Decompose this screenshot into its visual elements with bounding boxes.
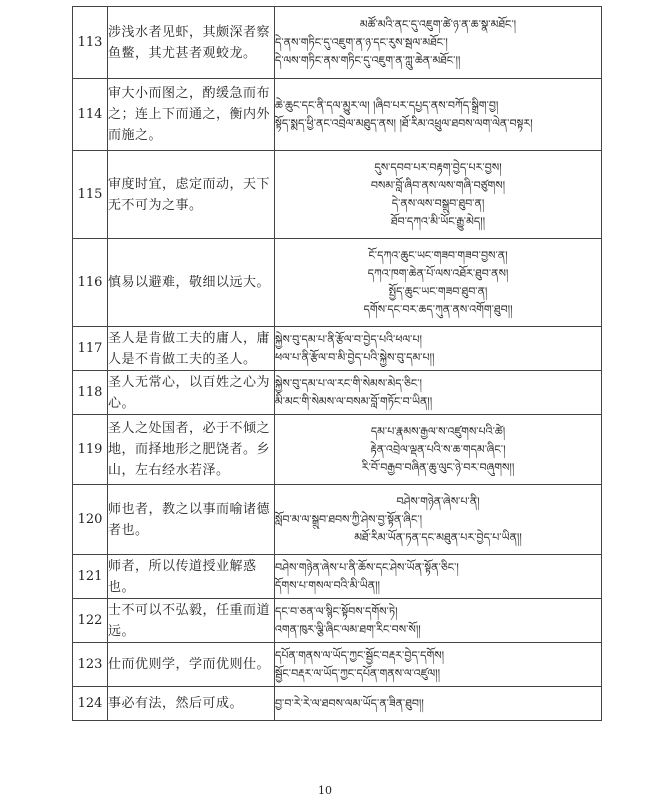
table-row (73, 327, 602, 371)
tibetan-line: མི་མང་གི་སེམས་ལ་བསམ་བློ་གཏོང་བ་ཡིན།། (275, 394, 433, 408)
tibetan-translation (275, 555, 602, 599)
tibetan-translation (275, 371, 602, 415)
chinese-text: 仕而优则学，学而优则仕。 (108, 643, 275, 687)
tibetan-line: བྱ་བ་རེ་རེ་ལ་ཐབས་ལམ་ཡོད་ན་ཟིན་ཐུབ།། (275, 696, 424, 710)
tibetan-translation (275, 415, 602, 485)
table-row (73, 643, 602, 687)
row-number: 113 (73, 7, 108, 79)
tibetan-line: དཔོན་གནས་ལ་ཡོད་ཀྱང་སྦྱོང་བརྡར་བྱེད་དགོས། (275, 648, 445, 662)
tibetan-line: དུས་དབབ་པར་བརྟག་བྱེད་པར་བྱས། (374, 160, 502, 174)
tibetan-translation (275, 79, 602, 151)
tibetan-line: རི་བོ་བརྒྱབ་བཞིན་ཆུ་ལུང་ཉེ་བར་བཞུགས།། (361, 460, 515, 474)
row-number: 115 (73, 151, 108, 239)
row-number: 116 (73, 239, 108, 327)
tibetan-line: ངོ་དཀའ་ཆུང་ཡང་གཟབ་གཟབ་བྱས་ན། (368, 248, 508, 262)
table-row (73, 79, 602, 151)
tibetan-line: དམ་པ་རྣམས་རྒྱལ་ས་འཛུགས་པའི་ཚེ། (370, 424, 506, 438)
tibetan-line: སྟོད་སྨད་ཕྱི་ནང་འབྲེལ་མཐུད་ནས། །ཐོ་རིམ་འཕྲུལ་ཐབས་ལག་ལེན་བསྟར། (275, 116, 533, 130)
tibetan-line: ཕལ་པ་ནི་རྩོལ་བ་མི་བྱེད་པའི་སྐྱེས་བུ་དམ་པ།། (275, 350, 435, 364)
table-row (73, 7, 602, 79)
tibetan-translation (275, 687, 602, 721)
chinese-text: 慎易以避难，敬细以远大。 (108, 239, 275, 327)
row-number: 121 (73, 555, 108, 599)
tibetan-line: དེ་ལས་གཏིང་ནས་གཏིང་དུ་འཇུག་ན་ཀླུ་ཆེན་མཐོང་།། (275, 53, 461, 67)
page-number: 10 (318, 784, 332, 797)
chinese-text: 师者，所以传道授业解惑也。 (108, 555, 275, 599)
tibetan-line: མཚོ་མའི་ནང་དུ་འཇུག་ཚེ་ཉ་ན་ཆ་སྣ་མཐོང་། (359, 17, 517, 31)
table-row (73, 687, 602, 721)
tibetan-line: སྐྱེས་བུ་དམ་པ་ལ་རང་གི་སེམས་མེད་ཅིང༌། (275, 376, 422, 390)
table-row (73, 239, 602, 327)
table-row (73, 485, 602, 555)
row-number: 119 (73, 415, 108, 485)
tibetan-line: རྟེན་འབྲེལ་ལྡན་པའི་ས་ཆ་གདམ་ཞིང༌། (370, 442, 506, 456)
tibetan-line: བཤེས་གཉེན་ཞེས་པ་ནི། (396, 494, 480, 508)
tibetan-translation (275, 599, 602, 643)
tibetan-translation (275, 239, 602, 327)
tibetan-line: དགོས་དང་བར་ཆད་ཀུན་ནས་འགོག་ཐུབ།། (363, 302, 513, 316)
tibetan-line: སྤྱོད་ཆུང་ཡང་གཟབ་ཐུབ་ན། (388, 284, 488, 298)
row-number: 114 (73, 79, 108, 151)
tibetan-line: ཐོབ་དཀའ་མི་ཡོང་རྒྱུ་མེད།། (390, 214, 486, 228)
chinese-text: 审大小而图之，酌缓急而布之；连上下而通之，衡内外而施之。 (108, 79, 275, 151)
tibetan-line: དེ་ནས་ལས་བསྒྲུབ་ཐུབ་ན། (391, 196, 485, 210)
tibetan-line: སློབ་མ་ལ་སྒྲུབ་ཐབས་ཀྱི་ཤེས་བྱ་སྟོན་ཞིང༌། (275, 512, 423, 526)
table-row (73, 371, 602, 415)
row-number: 124 (73, 687, 108, 721)
tibetan-translation (275, 7, 602, 79)
table-row (73, 555, 602, 599)
tibetan-translation (275, 485, 602, 555)
tibetan-translation (275, 643, 602, 687)
tibetan-line: སྐྱེས་བུ་དམ་པ་ནི་རྩོལ་བ་བྱེད་པའི་ཕལ་པ། (275, 332, 422, 346)
chinese-text: 士不可以不弘毅，任重而道远。 (108, 599, 275, 643)
table-row (73, 599, 602, 643)
row-number: 120 (73, 485, 108, 555)
row-number: 122 (73, 599, 108, 643)
chinese-text: 圣人无常心，以百姓之心为心。 (108, 371, 275, 415)
chinese-text: 涉浅水者见虾，其颇深者察鱼鳖，其尤甚者观蛟龙。 (108, 7, 275, 79)
tibetan-line: ཆེ་ཆུང་དང་ནི་དལ་མྱུར་ལ། །ཞིབ་པར་དཔྱད་ནས་བཀོད་སྒྲིག་བྱ། (275, 98, 499, 112)
tibetan-line: དོགས་པ་གསལ་བའི་མི་ཡིན།། (275, 578, 380, 592)
table-row (73, 151, 602, 239)
tibetan-line: དང་བ་ཅན་ལ་སྙིང་སྟོབས་དགོས་ཏེ། (275, 604, 398, 618)
tibetan-line: སྦྱོང་བརྡར་ལ་ཡོད་ཀྱང་དཔོན་གནས་ལ་འཛུལ།། (275, 666, 441, 680)
row-number: 118 (73, 371, 108, 415)
tibetan-line: དེ་ནས་གཏིང་དུ་འཇུག་ན་ཉ་དང་རུས་སྦལ་མཐོང་། (275, 35, 448, 49)
translation-table (72, 6, 602, 721)
chinese-text: 圣人之处国者，必于不倾之地，而择地形之肥饶者。乡山，左右经水若泽。 (108, 415, 275, 485)
chinese-text: 审度时宜，虑定而动，天下无不可为之事。 (108, 151, 275, 239)
row-number: 117 (73, 327, 108, 371)
table-row (73, 415, 602, 485)
chinese-text: 师也者，教之以事而喻诸德者也。 (108, 485, 275, 555)
tibetan-line: བསམ་བློ་ཞིབ་ནས་ལས་གཞི་བཙུགས། (370, 178, 506, 192)
row-number: 123 (73, 643, 108, 687)
tibetan-translation (275, 327, 602, 371)
table-body (73, 7, 602, 721)
tibetan-translation (275, 151, 602, 239)
chinese-text: 事必有法，然后可成。 (108, 687, 275, 721)
tibetan-line: དཀའ་ཁག་ཆེན་པོ་ལས་འཐོར་ཐུབ་ནས། (367, 266, 509, 280)
tibetan-line: འགན་ཁུར་ལྕི་ཞིང་ལམ་ཐག་རིང་བས་སོ།། (275, 622, 421, 636)
tibetan-line: བཤེས་གཉེན་ཞེས་པ་ནི་ཆོས་དང་ཤེས་ཡོན་སྟོན་ཅིང༌། (275, 560, 459, 574)
tibetan-line: མཐོ་རིམ་ཡོན་ཏན་དང་མཐུན་པར་བྱེད་པ་ཡིན།། (354, 530, 522, 544)
chinese-text: 圣人是肯做工夫的庸人，庸人是不肯做工夫的圣人。 (108, 327, 275, 371)
